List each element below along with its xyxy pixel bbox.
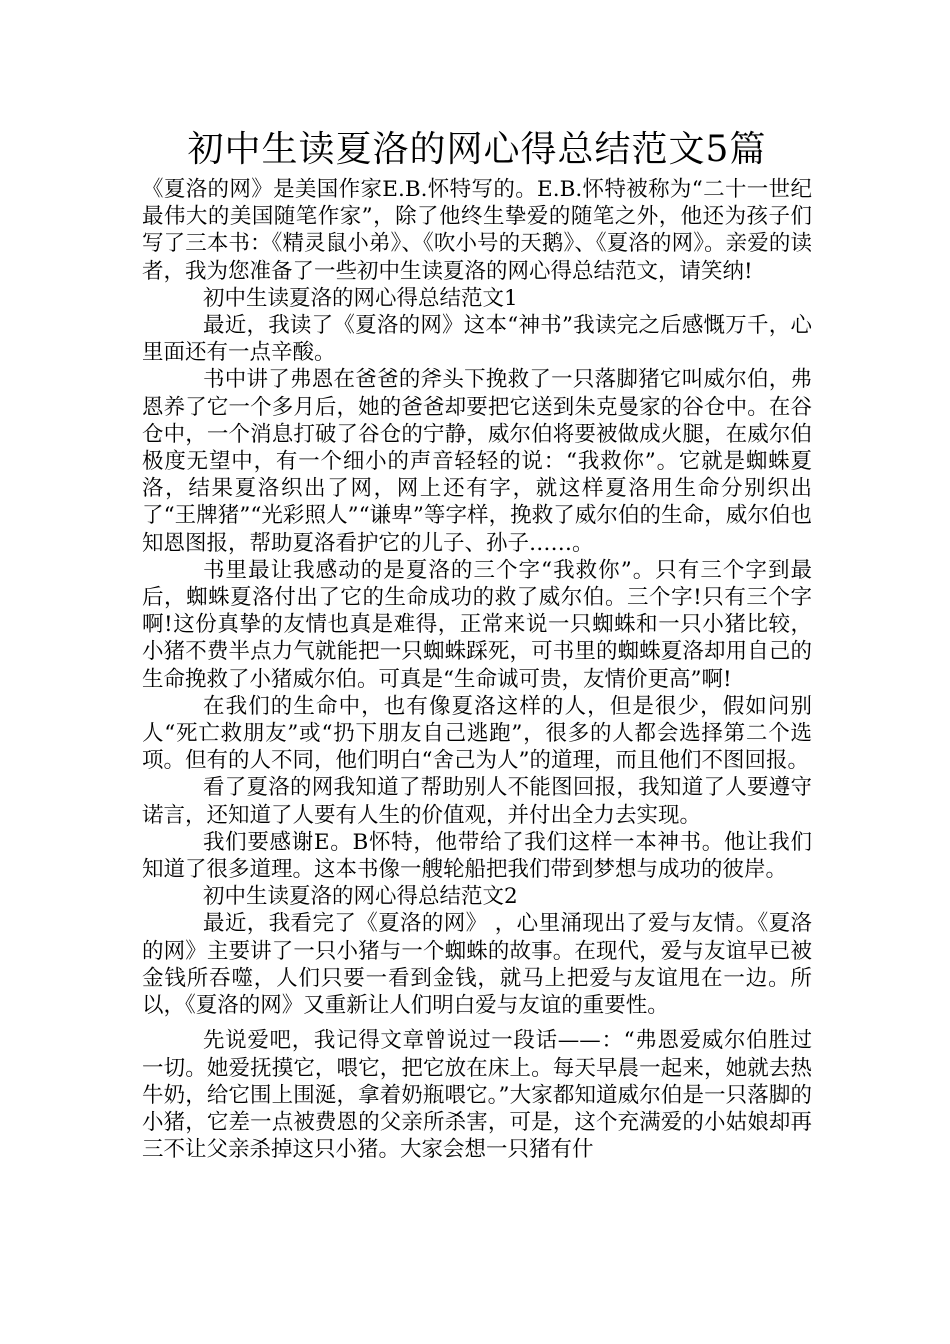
section-2-paragraph-2: 先说爱吧，我记得文章曾说过一段话——：“弗恩爱威尔伯胜过一切。她爱抚摸它，喂它，把它放在床上。每天早晨一起来，她就去热牛奶，给它围上围涎，拿着奶瓶喂它。”大家都知道威尔伯是一只落脚的小猪，它差一点被费恩的父亲所杀害，可是，这个充满爱的小姑娘却再三不让父亲杀掉这只小猪。大家会想一只猪有什 (142, 1028, 812, 1163)
document-page (142, 126, 812, 1163)
section-1-paragraph-1: 最近，我读了《夏洛的网》这本“神书”我读完之后感慨万千，心里面还有一点辛酸。 (142, 313, 812, 366)
section-2-paragraph-1: 最近，我看完了《夏洛的网》 ，心里涌现出了爱与友情。《夏洛的网》主要讲了一只小猪与一个蜘蛛的故事。在现代，爱与友谊早已被金钱所吞噬，人们只要一看到金钱，就马上把爱与友谊甩在一边。所以，《夏洛的网》又重新让人们明白爱与友谊的重要性。 (142, 911, 812, 1019)
section-1-paragraph-4: 在我们的生命中，也有像夏洛这样的人，但是很少，假如问别人“死亡救朋友”或“扔下朋友自己逃跑”，很多的人都会选择第二个选项。但有的人不同，他们明白“舍己为人”的道理，而且他们不图回报。 (142, 693, 812, 774)
section-1-paragraph-6: 我们要感谢E。B怀特，他带给了我们这样一本神书。他让我们知道了很多道理。这本书像一艘轮船把我们带到梦想与成功的彼岸。 (142, 829, 812, 883)
intro-paragraph: 《夏洛的网》是美国作家E.B.怀特写的。E.B.怀特被称为“二十一世纪最伟大的美国随笔作家”，除了他终生挚爱的随笔之外，他还为孩子们写了三本书：《精灵鼠小弟》、《吹小号的天鹅》、《夏洛的网》。亲爱的读者，我为您准备了一些初中生读夏洛的网心得总结范文，请笑纳! (142, 177, 812, 284)
section-heading-1: 初中生读夏洛的网心得总结范文1 (203, 285, 518, 311)
section-heading-2: 初中生读夏洛的网心得总结范文2 (203, 884, 518, 910)
section-1-paragraph-2: 书中讲了弗恩在爸爸的斧头下挽救了一只落脚猪它叫威尔伯，弗恩养了它一个多月后，她的爸爸却要把它送到朱克曼家的谷仓中。在谷仓中，一个消息打破了谷仓的宁静，威尔伯将要被做成火腿，在威尔伯极度无望中，有一个细小的声音轻轻的说：“我救你”。它就是蜘蛛夏洛，结果夏洛织出了网，网上还有字，就这样夏洛用生命分别织出了“王牌猪”“光彩照人”“谦卑”等字样，挽救了威尔伯的生命，威尔伯也知恩图报，帮助夏洛看护它的儿子、孙子……。 (142, 367, 812, 556)
section-1-paragraph-5: 看了夏洛的网我知道了帮助别人不能图回报，我知道了人要遵守诺言，还知道了人要有人生的价值观，并付出全力去实现。 (142, 775, 812, 828)
section-1-paragraph-3: 书里最让我感动的是夏洛的三个字“我救你”。只有三个字到最后，蜘蛛夏洛付出了它的生命成功的救了威尔伯。三个字!只有三个字啊!这份真挚的友情也真是难得，正常来说一只蜘蛛和一只小猪比较，小猪不费半点力气就能把一只蜘蛛踩死，可书里的蜘蛛夏洛却用自己的生命挽救了小猪威尔伯。可真是“生命诚可贵，友情价更高”啊! (142, 557, 812, 692)
document-title: 初中生读夏洛的网心得总结范文5篇 (187, 129, 767, 170)
